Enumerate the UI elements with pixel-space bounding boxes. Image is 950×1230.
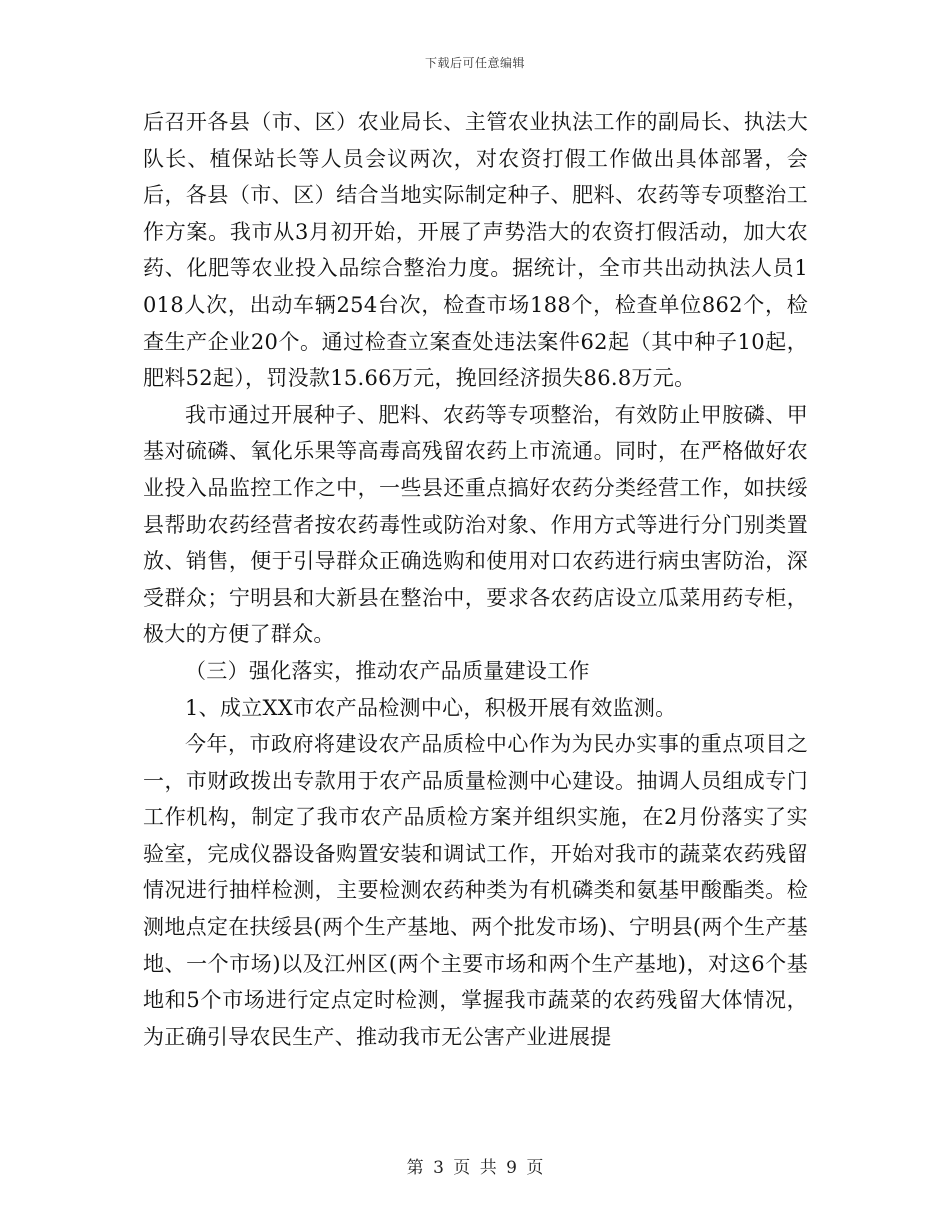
paragraph-special-rectification: 我市通过开展种子、肥料、农药等专项整治，有效防止甲胺磷、甲基对硫磷、氧化乐果等高毒高残留农药上市流通。同时，在严格做好农业投入品监控工作之中，一些县还重点搞好农药分类经营工作，如扶绥县帮助农药经营者按农药毒性或防治对象、作用方式等进行分门别类置放、销售，便于引导群众正确选购和使用对口农药进行病虫害防治，深受群众；宁明县和大新县在整治中，要求各农药店设立瓜菜用药专柜，极大的方便了群众。 [143, 402, 808, 647]
subsection-heading-testing-center: 1、成立XX市农产品检测中心，积极开展有效监测。 [185, 695, 677, 720]
page-number: 第 3 页 共 9 页 [406, 1158, 544, 1178]
paragraph-enforcement-stats: 后召开各县（市、区）农业局长、主管农业执法工作的副局长、执法大队长、植保站长等人员会议两次，对农资打假工作做出具体部署，会后，各县（市、区）结合当地实际制定种子、肥料、农药等专项整治工作方案。我市从3月初开始，开展了声势浩大的农资打假活动，加大农药、化肥等农业投入品综合整治力度。据统计，全市共出动执法人员1018人次，出动车辆254台次，检查市场188个，检查单位862个，检查生产企业20个。通过检查立案查处违法案件62起（其中种子10起，肥料52起），罚没款15.66万元，挽回经济损失86.8万元。 [143, 110, 808, 391]
page-header: 下载后可任意编辑 [424, 56, 525, 70]
document-body [143, 104, 808, 1055]
paragraph-testing-center: 今年，市政府将建设农产品质检中心作为为民办实事的重点项目之一，市财政拨出专款用于农产品质量检测中心建设。抽调人员组成专门工作机构，制定了我市农产品质检方案并组织实施，在2月份落实了实验室，完成仪器设备购置安装和调试工作，开始对我市的蔬菜农药残留情况进行抽样检测，主要检测农药种类为有机磷类和氨基甲酸酯类。检测地点定在扶绥县(两个生产基地、两个批发市场)、宁明县(两个生产基地、一个市场)以及江州区(两个主要市场和两个生产基地)，对这6个基地和5个市场进行定点定时检测，掌握我市蔬菜的农药残留大体情况，为正确引导农民生产、推动我市无公害产业进展提 [143, 732, 808, 1049]
section-heading-quality-construction: （三）强化落实，推动农产品质量建设工作 [185, 658, 590, 683]
